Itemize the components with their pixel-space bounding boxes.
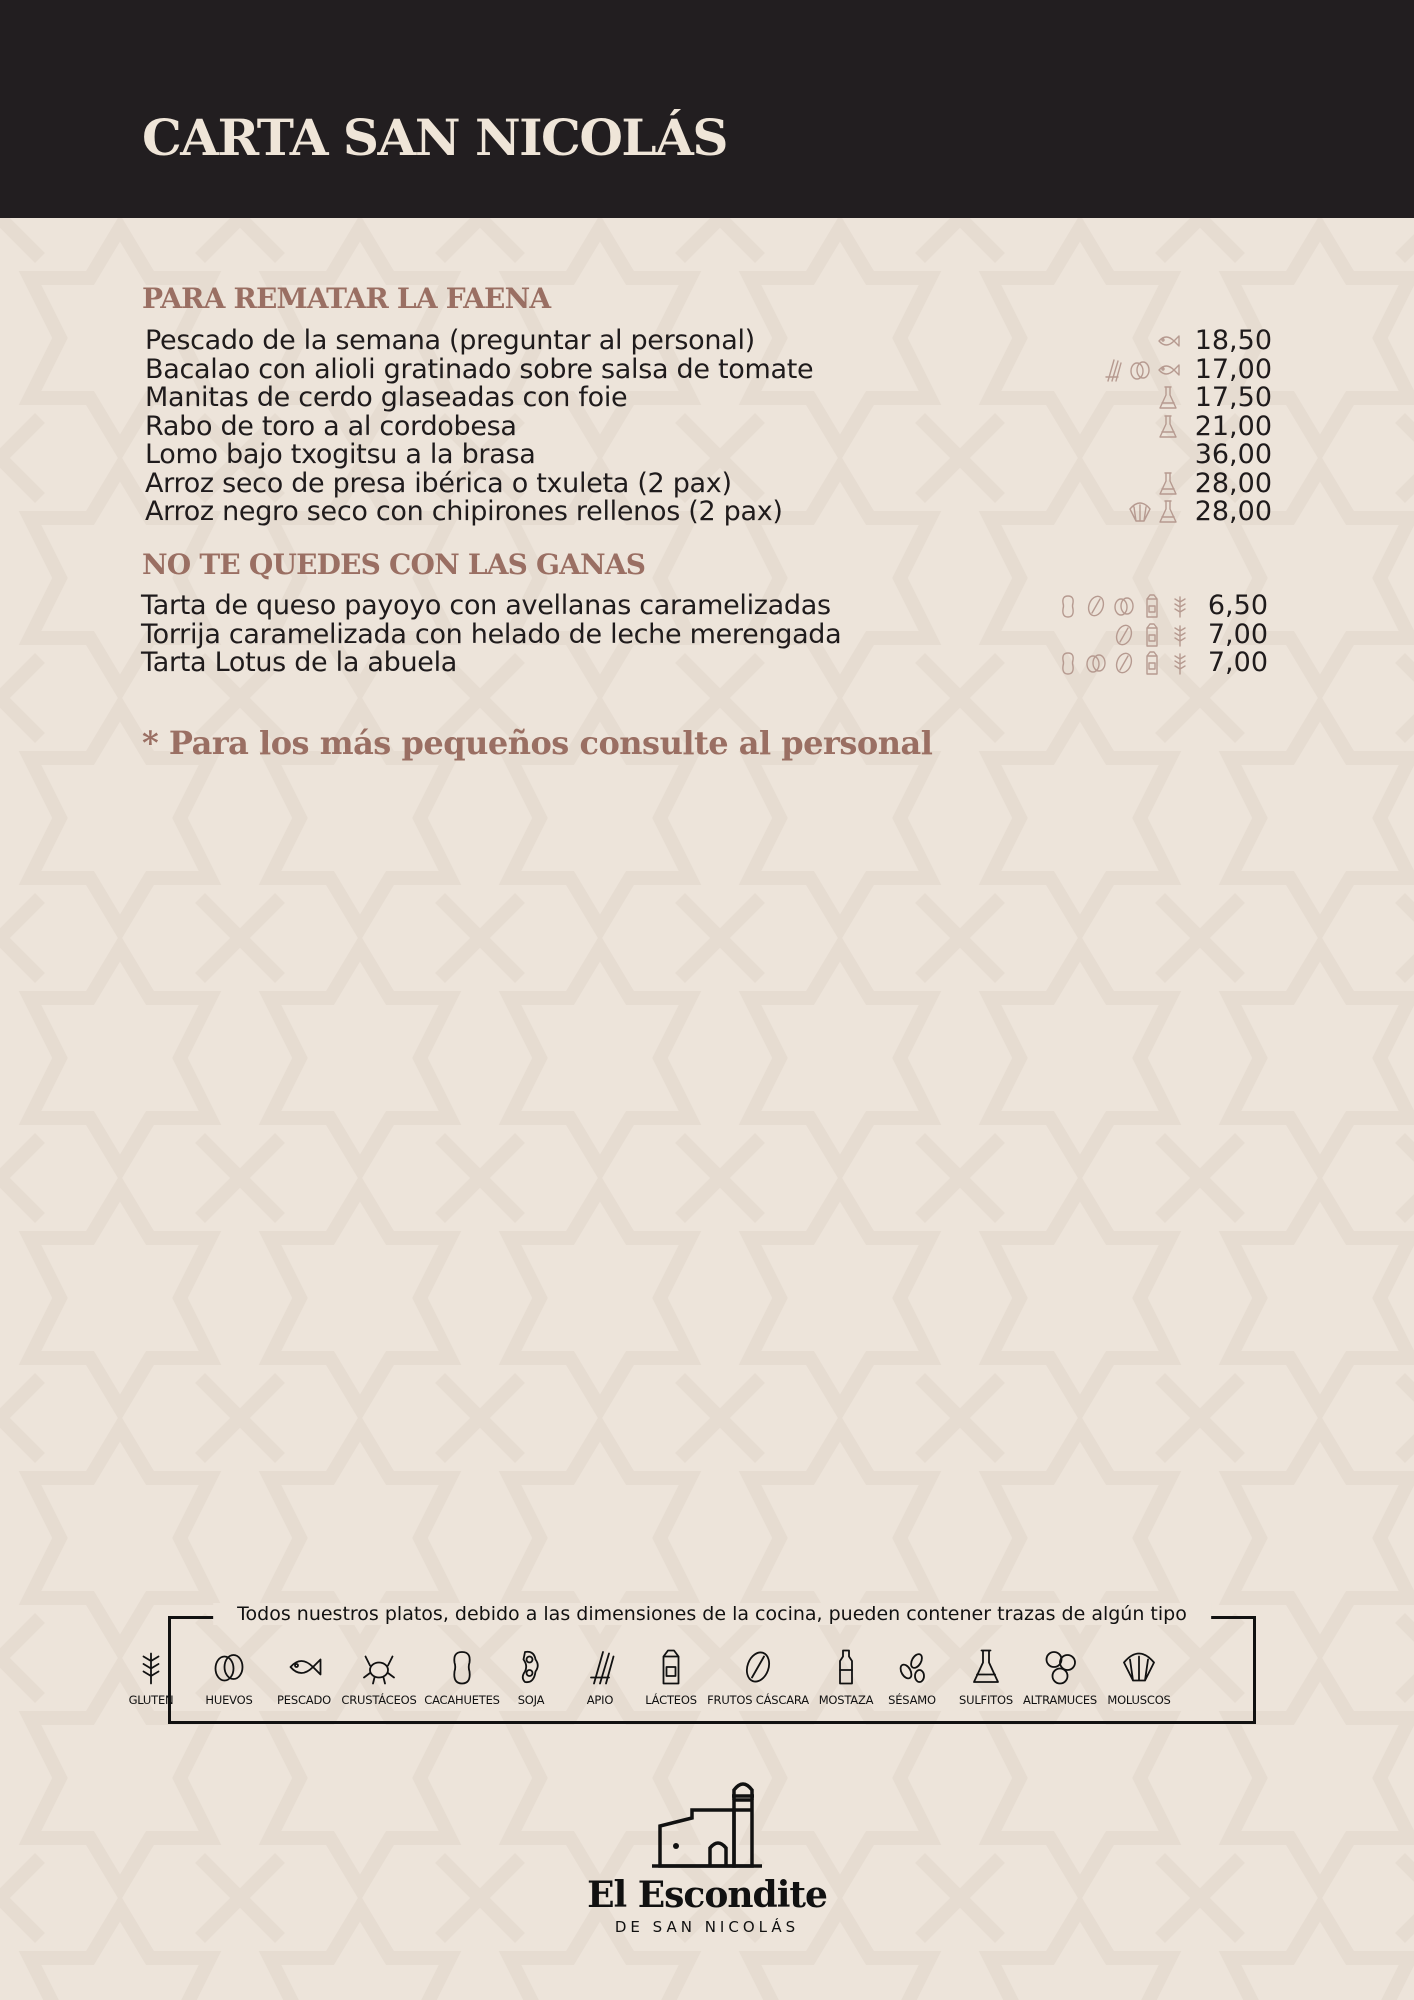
menu-item (0, 441, 1414, 469)
menu-item-name: Arroz seco de presa ibérica o txuleta (2 pax) (145, 467, 732, 499)
crustaceos-icon (361, 1647, 397, 1687)
menu-item-allergens (1156, 471, 1180, 497)
menu-item (0, 592, 1414, 620)
sulfitos-icon (968, 1647, 1004, 1687)
menu-item (0, 410, 1414, 442)
menu-item (0, 353, 1414, 385)
frutos-icon (740, 1647, 776, 1687)
allergen-label: HUEVOS (205, 1693, 253, 1707)
pescado-icon (1156, 357, 1180, 383)
lacteos-icon (1140, 593, 1164, 619)
page-title: CARTA SAN NICOLÁS (142, 108, 727, 167)
menu-item-name: Torrija caramelizada con helado de leche merengada (141, 618, 842, 650)
cacahuetes-icon (1056, 593, 1080, 619)
brand-subtitle: DE SAN NICOLÁS (614, 1918, 800, 1936)
sulfitos-icon (1156, 414, 1180, 440)
menu-item-name: Bacalao con alioli gratinado sobre salsa de tomate (145, 353, 814, 385)
menu-item (0, 498, 1414, 526)
gluten-icon (133, 1647, 169, 1687)
huevos-icon (211, 1647, 247, 1687)
allergen-label: CACAHUETES (424, 1693, 500, 1707)
menu-item-allergens (1056, 593, 1192, 619)
allergen-caption: Todos nuestros platos, debido a las dimensiones de la cocina, pueden contener trazas de algún tipo (213, 1603, 1211, 1625)
menu-item-allergens (1156, 328, 1180, 354)
menu-item-allergens (1156, 385, 1180, 411)
lacteos-icon (1140, 622, 1164, 648)
allergen-label: MOSTAZA (818, 1693, 874, 1707)
menu-item-name: Tarta Lotus de la abuela (141, 647, 458, 678)
menu-item-name: Pescado de la semana (preguntar al personal) (145, 325, 755, 356)
allergen-label: MOLUSCOS (1107, 1693, 1171, 1707)
lacteos-icon (653, 1647, 689, 1687)
menu-item-allergens (1056, 650, 1192, 676)
menu-item-price: 36,00 (1194, 439, 1272, 470)
menu-item-name: Manitas de cerdo glaseadas con foie (145, 382, 628, 413)
menu-item (0, 327, 1414, 355)
brand-name: El Escondite (587, 1874, 827, 1916)
lacteos-icon (1140, 650, 1164, 676)
sulfitos-icon (1156, 471, 1180, 497)
frutos-icon (1112, 650, 1136, 676)
altramuces-icon (1042, 1647, 1078, 1687)
menu-item-price: 7,00 (1207, 647, 1268, 678)
allergen-legend (128, 1603, 1256, 1724)
sulfitos-icon (1156, 499, 1180, 525)
pescado-icon (286, 1647, 322, 1687)
allergen-label: SÉSAMO (888, 1693, 936, 1707)
frutos-icon (1084, 593, 1108, 619)
moluscos-icon (1121, 1647, 1157, 1687)
apio-icon (1100, 357, 1124, 383)
allergen-label: SULFITOS (959, 1693, 1013, 1707)
allergen-label: PESCADO (277, 1693, 331, 1707)
menu-item-allergens (1100, 357, 1180, 383)
restaurant-logo (582, 1776, 832, 1946)
menu-item-name: Arroz negro seco con chipirones rellenos (2 pax) (145, 496, 783, 527)
allergen-label: LÁCTEOS (645, 1693, 697, 1707)
kids-note: * Para los más pequeños consulte al personal (142, 724, 933, 762)
section-title-no-te-quedes: NO TE QUEDES CON LAS GANAS (142, 548, 646, 581)
menu-item-name: Tarta de queso payoyo con avellanas caramelizadas (141, 590, 831, 621)
section-title-para-rematar: PARA REMATAR LA FAENA (142, 282, 551, 315)
allergen-label: FRUTOS CÁSCARA (707, 1693, 809, 1707)
allergen-label: GLUTEN (128, 1693, 174, 1707)
menu-item-price: 7,00 (1207, 618, 1268, 650)
menu-item-price: 6,50 (1207, 590, 1268, 621)
menu-item (0, 618, 1414, 650)
apio-icon (582, 1647, 618, 1687)
menu-item-price: 28,00 (1194, 467, 1272, 499)
huevos-icon (1084, 650, 1108, 676)
huevos-icon (1128, 357, 1152, 383)
menu-item-price: 18,50 (1194, 325, 1272, 356)
building-logo-icon (652, 1776, 762, 1868)
pescado-icon (1156, 328, 1180, 354)
cacahuetes-icon (1056, 650, 1080, 676)
huevos-icon (1112, 593, 1136, 619)
soja-icon (513, 1647, 549, 1687)
allergen-label: APIO (586, 1693, 614, 1707)
menu-item (0, 649, 1414, 677)
menu-item-price: 28,00 (1194, 496, 1272, 527)
moluscos-icon (1128, 499, 1152, 525)
menu-item-price: 21,00 (1194, 410, 1272, 442)
header-bar (0, 0, 1414, 218)
cacahuetes-icon (444, 1647, 480, 1687)
menu-item-name: Lomo bajo txogitsu a la brasa (145, 439, 536, 470)
frutos-icon (1112, 622, 1136, 648)
sulfitos-icon (1156, 385, 1180, 411)
menu-item-price: 17,00 (1194, 353, 1272, 385)
allergen-label: SOJA (517, 1693, 545, 1707)
menu-item (0, 384, 1414, 412)
allergen-label: CRUSTÁCEOS (341, 1693, 417, 1707)
menu-item-price: 17,50 (1194, 382, 1272, 413)
menu-item-allergens (1128, 499, 1180, 525)
menu-item (0, 467, 1414, 499)
menu-item-allergens (1156, 414, 1180, 440)
allergen-moluscos (1084, 1647, 1194, 1707)
menu-item-name: Rabo de toro a al cordobesa (145, 410, 517, 442)
sesamo-icon (894, 1647, 930, 1687)
allergen-label: ALTRAMUCES (1022, 1693, 1098, 1707)
